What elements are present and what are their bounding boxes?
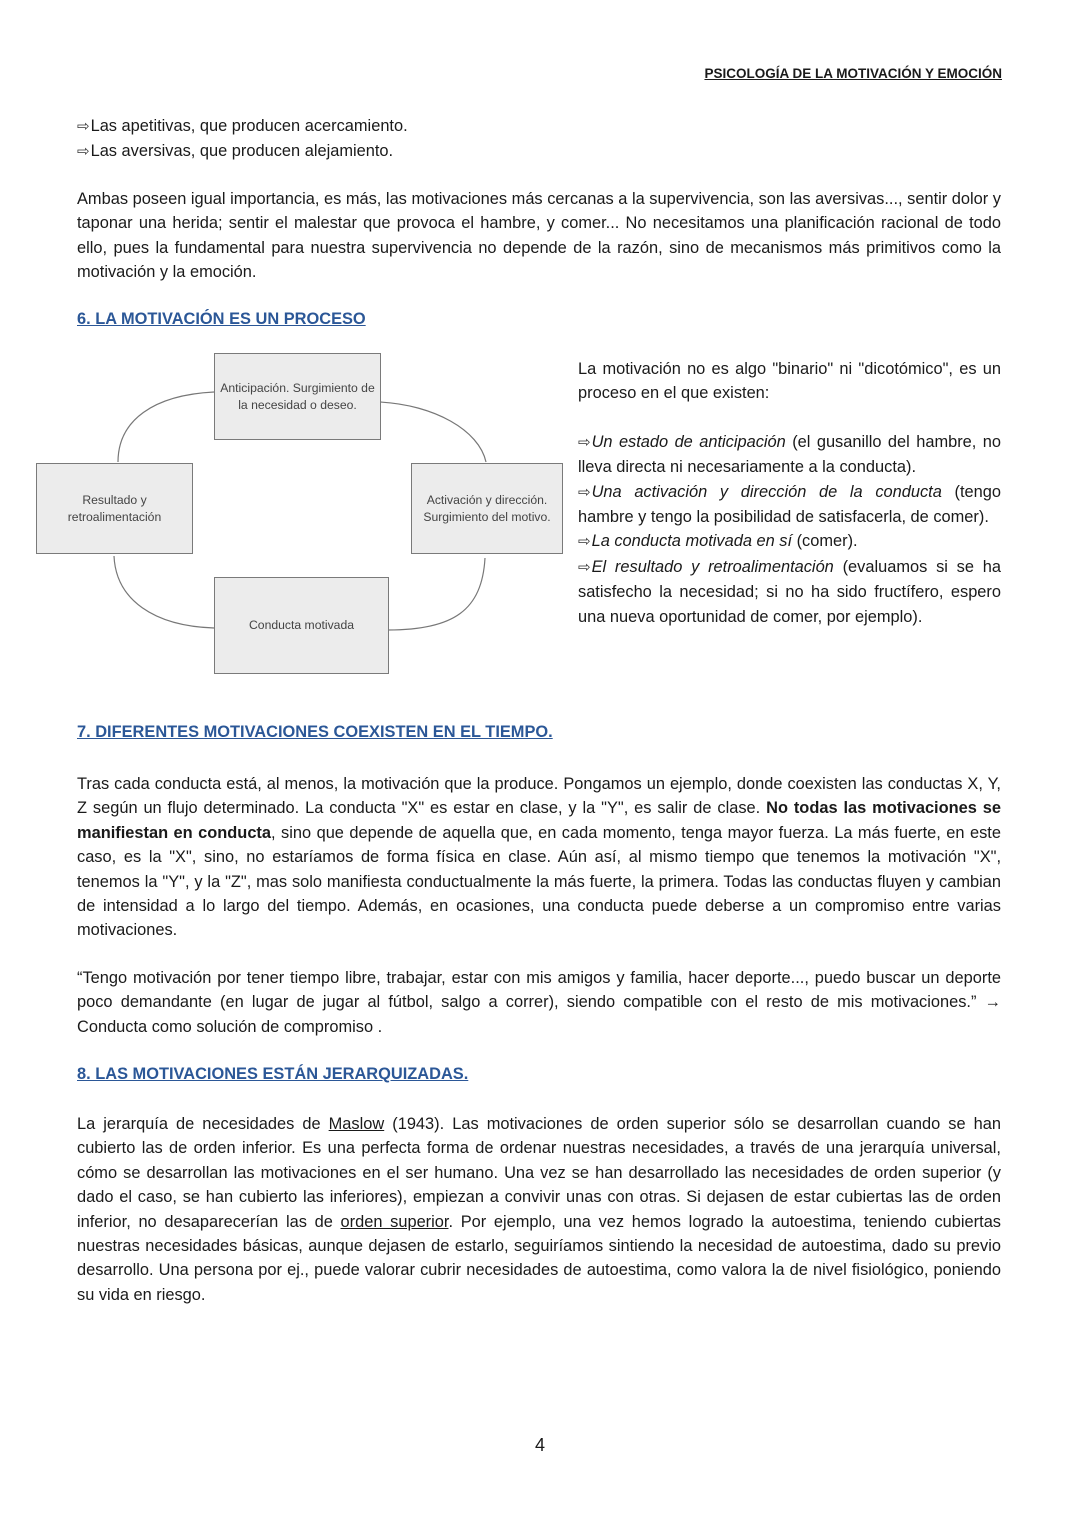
text-span: . Por ejemplo, una vez hemos logrado la autoestima, teniendo cubiertas nuestras necesidades básicas, aunque dejasen de estarlo, seguiríamos sintiendo la necesidad de autoestima, dado su previo desarrollo. Una persona por ej., puede valorar cubrir necesidades de autoestima, como valora la de nivel fisiológico, poniendo su vida en riesgo. [77,1212,1001,1304]
text-span: , sino que depende de aquella que, en cada momento, tenga mayor fuerza. La más fuerte, en este caso, es la "X", sino, no estaríamos de forma física en clase. Aún así, al mismo tiempo que tenemos la motivación "X", tenemos la "Y", y la "Z", mas solo manifiesta conductualmente la más fuerte, la primera. Todas las conductas fluyen y cambian de intensidad a lo largo del tiempo. Además, en ocasiones, una conducta puede deberse a un compromiso entre varias motivaciones. [77,823,1001,940]
process-item-term: Una activación y dirección de la conducta [591,482,942,501]
process-item [578,555,1001,629]
connector-bottom-left [114,556,214,628]
connector-right-bottom [388,558,485,630]
section-7-paragraph-1 [77,772,1001,943]
connector-top-right [380,402,486,462]
process-item-term: La conducta motivada en sí [591,532,793,551]
arrow-right-icon: ⇨ [578,533,591,551]
bold-text: No todas las motivaciones se manifiestan en conducta [77,799,1001,842]
process-item [578,480,1001,530]
diagram-box-anticipation: Anticipación. Surgimiento de la necesidad o deseo. [214,353,381,440]
arrow-right-icon: ⇨ [578,433,591,451]
arrow-right-icon: ⇨ [578,483,591,501]
bullet-text: Las apetitivas, que producen acercamiento. [90,117,408,135]
text-span: Tras cada conducta está, al menos, la motivación que la produce. Pongamos un ejemplo, donde coexisten las conductas X, Y, Z según un flujo determinado. La conducta "X" es estar en clase, y la "Y", es salir de clase. [77,775,1001,818]
bullet-item [77,114,1001,139]
orden-superior-link[interactable]: orden superior [340,1212,449,1231]
section-8-paragraph [77,1112,1001,1307]
process-item-desc: (evaluamos si se ha satisfecho la necesidad; si no ha sido fructífero, espero una nueva oportunidad de comer, por ejemplo). [578,557,1001,626]
arrow-right-icon: ⇨ [77,118,90,135]
process-item-term: Un estado de anticipación [591,432,786,451]
arrow-right-icon: ⇨ [578,558,591,576]
process-item-term: El resultado y retroalimentación [591,557,834,576]
process-item-desc: (comer). [792,532,858,551]
motivation-process-diagram [34,350,566,680]
bullet-text: Las aversivas, que producen alejamiento. [90,142,394,161]
maslow-link[interactable]: Maslow [328,1115,385,1133]
process-item-desc: (tengo hambre y tengo la posibilidad de satisfacerla, de comer). [578,482,1002,527]
page-number: 4 [534,1435,545,1455]
text-span: La jerarquía de necesidades de [77,1115,329,1133]
section-7-paragraph-2: “Tengo motivación por tener tiempo libre, trabajar, estar con mis amigos y familia, hacer deporte..., puedo buscar un deporte poco demandante (en lugar de jugar al fútbol, salgo a correr), siendo compatible con el resto de mis motivaciones.” → Conducta como solución de compromiso . [77,969,1001,1036]
diagram-box-result-feedback: Resultado y retroalimentación [36,463,193,554]
diagram-box-activation: Activación y dirección. Surgimiento del motivo. [411,463,563,554]
diagram-box-motivated-behavior: Conducta motivada [214,577,389,674]
bullet-item [77,139,1001,164]
process-item [578,529,1001,554]
process-intro: La motivación no es algo "binario" ni "dicotómico", es un proceso en el que existen: [578,360,1001,403]
arrow-right-icon: ⇨ [77,143,90,161]
process-item-desc: (el gusanillo del hambre, no lleva directa ni necesariamente a la conducta). [578,432,1001,477]
bullet-list [77,114,1001,165]
section-8-heading: 8. LAS MOTIVACIONES ESTÁN JERARQUIZADAS. [77,1065,469,1083]
section-6-heading: 6. LA MOTIVACIÓN ES UN PROCESO [77,310,366,328]
text-span: (1943). Las motivaciones de orden superior sólo se desarrollan cuando se han cubierto las de orden inferior. Es una perfecta forma de ordenar nuestras necesidades, a través de una jerarquía universal, cómo se desarrollan las motivaciones en el ser humano. Una vez se han desarrollado las necesidades de orden superior (y dado el caso, se han cubierto las inferiores), empiezan a convivir unas con otras. Si dejasen de estar cubiertas las de orden inferior, no desaparecerían las de [77,1115,1001,1231]
connector-left-top [118,392,214,462]
section-7-heading: 7. DIFERENTES MOTIVACIONES COEXISTEN EN EL TIEMPO. [77,723,553,741]
process-description [578,357,1001,629]
process-item [578,430,1001,480]
intro-paragraph: Ambas poseen igual importancia, es más, las motivaciones más cercanas a la supervivencia, son las aversivas..., sentir dolor y taponar una herida; sentir el malestar que provoca el hambre, y comer... No necesitamos una planificación racional de todo ello, pues la fundamental para nuestra supervivencia no depende de la razón, sino de mecanismos más primitivos como la motivación y la emoción. [77,190,1001,282]
page-header-title: PSICOLOGÍA DE LA MOTIVACIÓN Y EMOCIÓN [704,66,1002,81]
